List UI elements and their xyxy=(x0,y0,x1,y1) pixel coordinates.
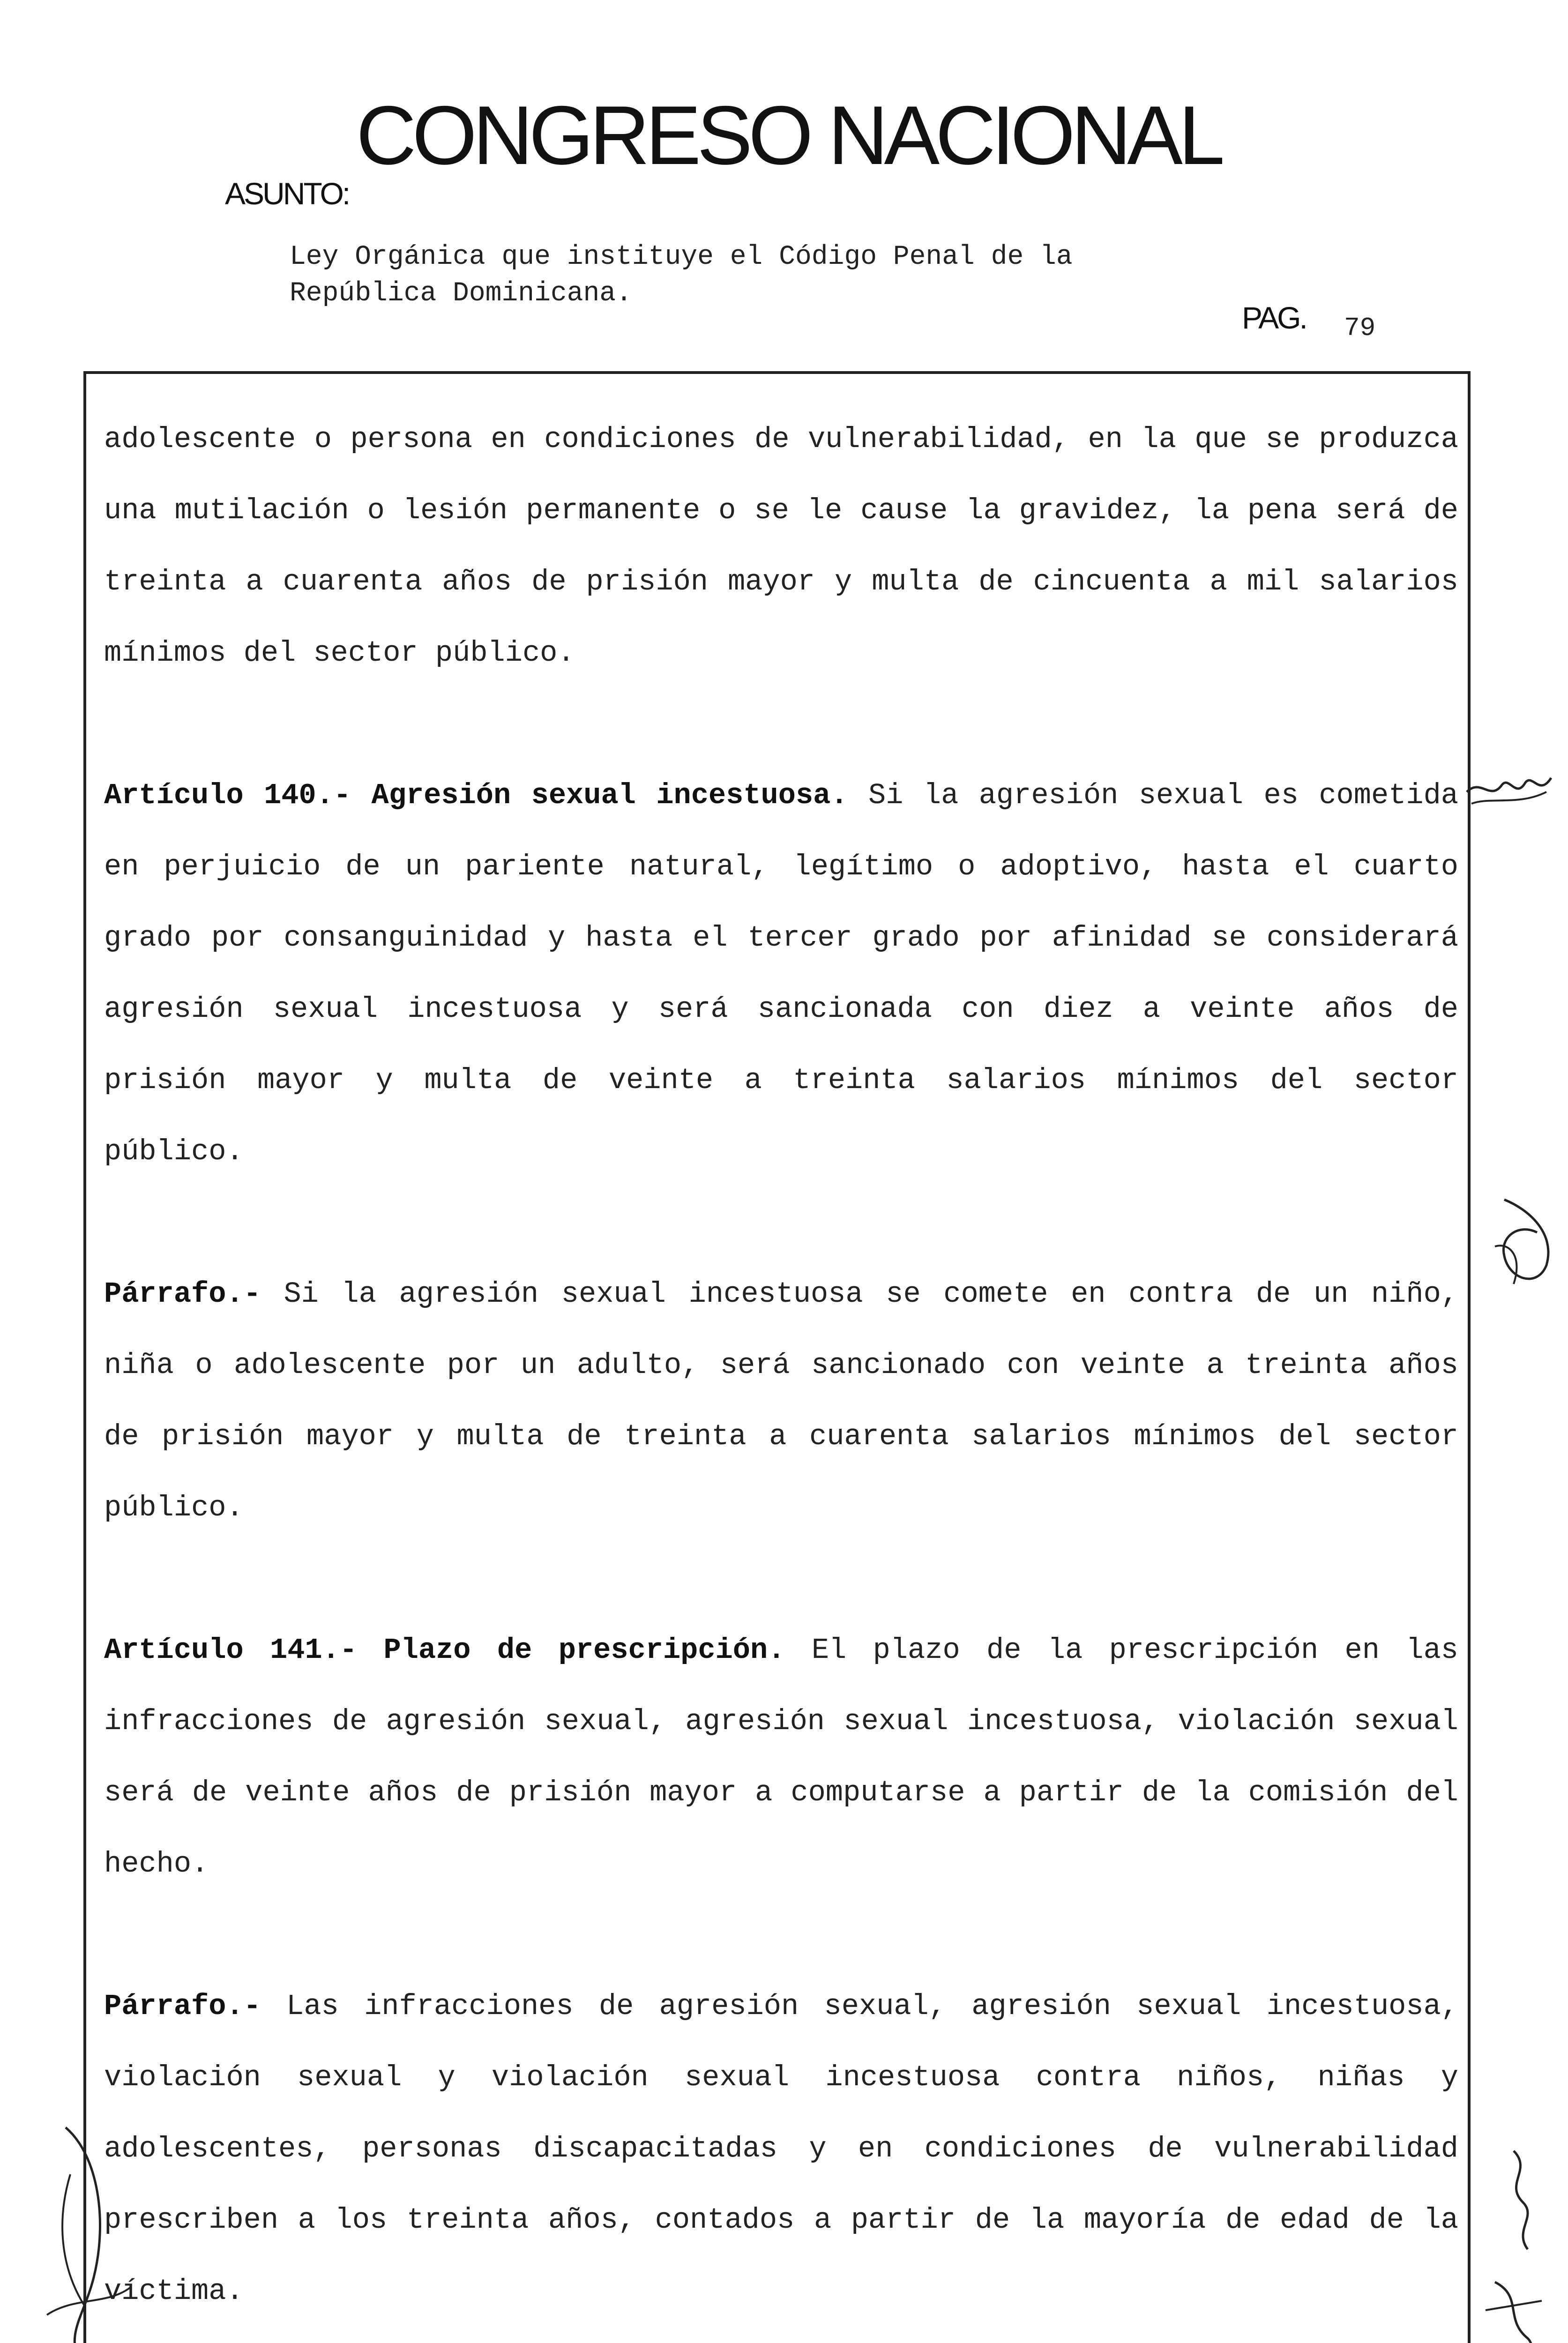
initials-signature-middle xyxy=(1486,1190,1561,1298)
article-140-parrafo-text: Si la agresión sexual incestuosa se comete en contra de un niño, niña o adolescente por un adulto, será sancionado con veinte a treinta años de prisión mayor y multa de treinta a cuarenta salarios mínimos del sector público. xyxy=(104,1277,1458,1524)
subject xyxy=(290,239,1073,312)
article-141 xyxy=(104,1615,1458,1900)
signature-left-margin xyxy=(37,2118,141,2343)
initials-signature-top xyxy=(1462,759,1556,820)
article-141-parrafo xyxy=(104,1971,1458,2327)
article-141-text: El plazo de la prescripción en las infracciones de agresión sexual, agresión sexual incestuosa, violación sexual será de veinte años de prisión mayor a computarse a partir de la comisión del hecho. xyxy=(104,1634,1458,1880)
header-title: CONGRESO NACIONAL xyxy=(356,89,1221,182)
continuation-text: adolescente o persona en condiciones de vulnerabilidad, en la que se produzca una mutilación o lesión permanente o se le cause la gravidez, la pena será de treinta a cuarenta años de prisión mayor y multa de cincuenta a mil salarios mínimos del sector público. xyxy=(104,423,1458,670)
page-number: 79 xyxy=(1344,313,1376,343)
subject-line-1: Ley Orgánica que instituye el Código Penal de la xyxy=(290,242,1073,272)
article-141-heading: Artículo 141.- Plazo de prescripción. xyxy=(104,1634,785,1667)
initials-signature-bottom xyxy=(1476,2142,1556,2343)
article-141-parrafo-heading: Párrafo.- xyxy=(104,1990,261,2023)
subject-line-2: República Dominicana. xyxy=(290,278,632,309)
document-body xyxy=(104,404,1458,2343)
article-140 xyxy=(104,760,1458,1187)
page-label: PAG. xyxy=(1242,300,1306,335)
continuation-paragraph xyxy=(104,404,1458,689)
article-140-text: Si la agresión sexual es cometida en perjuicio de un pariente natural, legítimo o adoptivo, hasta el cuarto grado por consanguinidad y hasta el tercer grado por afinidad se considerará agresión sexual incestuosa y será sancionada con diez a veinte años de prisión mayor y multa de veinte a treinta salarios mínimos del sector público. xyxy=(104,779,1458,1168)
article-140-heading: Artículo 140.- Agresión sexual incestuosa. xyxy=(104,779,848,812)
article-141-parrafo-text: Las infracciones de agresión sexual, agresión sexual incestuosa, violación sexual y violación sexual incestuosa contra niños, niñas y adolescentes, personas discapacitadas y en condiciones de vulnerabilidad prescriben a los treinta años, contados a partir de la mayoría de edad de la víctima. xyxy=(104,1990,1459,2308)
article-140-parrafo-heading: Párrafo.- xyxy=(104,1277,261,1311)
asunto-label: ASUNTO: xyxy=(225,176,349,211)
article-140-parrafo xyxy=(104,1259,1458,1544)
